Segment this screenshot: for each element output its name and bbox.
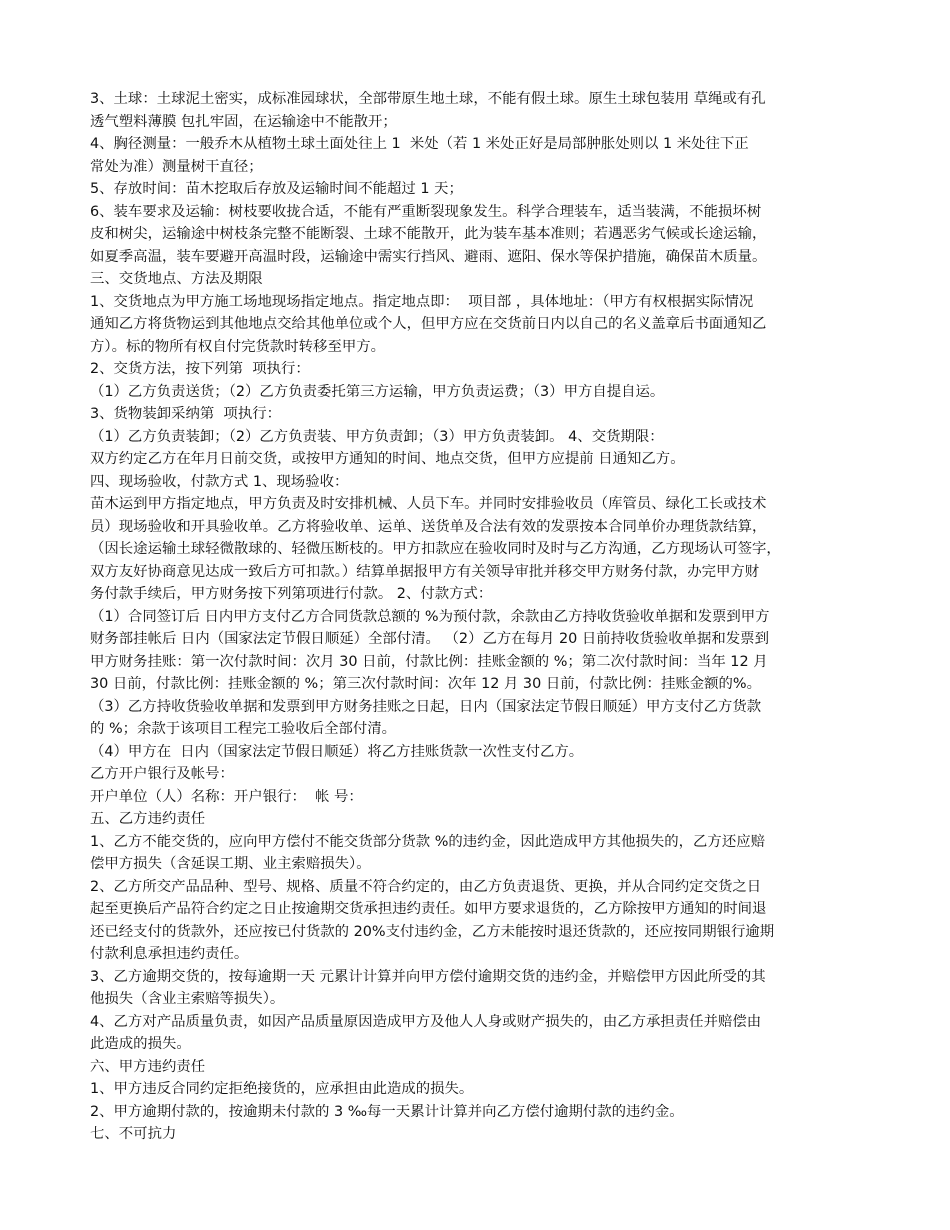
text-line: 起至更换后产品符合约定之日止按逾期交货承担违约责任。如甲方要求退货的，乙方除按甲方通知的时间退 (90, 901, 767, 917)
text-line: 4、乙方对产品质量负责，如因产品质量原因造成甲方及他人人身或财产损失的，由乙方承担责任并赔偿由 (90, 1013, 762, 1030)
text-line: 双方约定乙方在年月日前交货，或按甲方通知的时间、地点交货，但甲方应提前 日通知乙方。 (90, 451, 685, 467)
text-line: 开户单位（人）名称：开户银行： 帐 号： (90, 788, 363, 805)
text-line: 财务部挂帐后 日内（国家法定节假日顺延）全部付清。 （2）乙方在每月 20 日前持收货验收单据和发票到 (90, 631, 769, 647)
text-line: 3、土球：土球泥土密实，成标准园球状，全部带原生地土球，不能有假土球。原生土球包装用 草绳或有孔 (90, 91, 766, 107)
text-line: 的 %；余款于该项目工程完工验收后全部付清。 (90, 721, 397, 737)
text-line: 6、装车要求及运输：树枝要收拢合适，不能有严重断裂现象发生。科学合理装车，适当装满，不能损坏树 (90, 203, 762, 220)
section-heading: 七、不可抗力 (90, 1126, 177, 1142)
text-line: 双方友好协商意见达成一致后方可扣款。）结算单据报甲方有关领导审批并移交甲方财务付款，办完甲方财 (90, 563, 760, 580)
text-line: 还已经支付的货款外，还应按已付货款的 20%支付违约金，乙方未能按时退还货款的，还应按同期银行逾期 (90, 923, 775, 940)
section-heading: 四、现场验收，付款方式 1、现场验收： (90, 473, 349, 490)
document-page (90, 88, 870, 1146)
section-heading: 六、甲方违约责任 (90, 1058, 206, 1075)
text-line: 皮和树尖，运输途中树枝条完整不能断裂、土球不能散开，此为装车基本准则；若遇恶劣气候或长途运输， (90, 226, 767, 242)
text-line: 方）。标的物所有权自付完货款时转移至甲方。 (90, 338, 386, 355)
text-line: 通知乙方将货物运到其他地点交给其他单位或个人，但甲方应在交货前日内以自己的名义盖章后书面通知乙 (90, 316, 767, 332)
section-heading: 三、交货地点、方法及期限 (90, 271, 263, 287)
text-line: （因长途运输土球轻微散球的、轻微压断枝的。甲方扣款应在验收同时及时与乙方沟通，乙方现场认可签字， (90, 541, 781, 557)
text-line: 透气塑料薄膜 包扎牢固，在运输途中不能散开； (90, 113, 397, 130)
text-line: 乙方开户银行及帐号： (90, 766, 234, 782)
text-line: 员）现场验收和开具验收单。乙方将验收单、运单、送货单及合法有效的发票按本合同单价办理货款结算， (90, 518, 767, 535)
text-line: 务付款手续后，甲方财务按下列第项进行付款。 2、付款方式： (90, 586, 493, 602)
text-line: 2、交货方法，按下列第 项执行： (90, 361, 310, 377)
text-line: 如夏季高温，装车要避开高温时段，运输途中需实行挡风、避雨、遮阳、保水等保护措施，确保苗木质量。 (90, 248, 767, 265)
text-line: （1）乙方负责装卸；（2）乙方负责装、甲方负责卸；（3）甲方负责装卸。 4、交货期限： (90, 428, 664, 445)
text-line: 1、乙方不能交货的，应向甲方偿付不能交货部分货款 %的违约金，因此造成甲方其他损失的，乙方还应赔 (90, 833, 765, 850)
text-line: 偿甲方损失（含延误工期、业主索赔损失）。 (90, 856, 371, 872)
text-line: 1、交货地点为甲方施工场地现场指定地点。指定地点即： 项目部 ，具体地址：（甲方有权根据实际情况 (90, 293, 754, 310)
text-line: 2、甲方逾期付款的，按逾期未付款的 3 ‰每一天累计计算并向乙方偿付逾期付款的违约金。 (90, 1103, 684, 1120)
text-line: 5、存放时间：苗木挖取后存放及运输时间不能超过 1 天； (90, 181, 463, 197)
text-line: 1、甲方违反合同约定拒绝接货的，应承担由此造成的损失。 (90, 1081, 474, 1097)
text-line: 苗木运到甲方指定地点，甲方负责及时安排机械、人员下车。并同时安排验收员（库管员、绿化工长或技术 (90, 496, 767, 512)
text-line: 3、乙方逾期交货的，按每逾期一天 元累计计算并向甲方偿付逾期交货的违约金，并赔偿甲方因此所受的其 (90, 968, 766, 985)
text-line: 付款利息承担违约责任。 (90, 946, 249, 962)
text-line: 4、胸径测量：一般乔木从植物土球土面处往上 1 米处（若 1 米处正好是局部肿胀处则以 1 米处往下正 (90, 136, 749, 152)
text-line: 3、货物装卸采纳第 项执行： (90, 406, 281, 422)
text-line: （1）合同签订后 日内甲方支付乙方合同货款总额的 %为预付款，余款由乙方持收货验收单据和发票到甲方 (90, 608, 770, 625)
text-line: 30 日前，付款比例：挂账金额的 %；第三次付款时间：次年 12 月 30 日前，付款比例：挂账金额的%。 (90, 676, 761, 692)
section-heading: 五、乙方违约责任 (90, 811, 206, 827)
text-line: （4）甲方在 日内（国家法定节假日顺延）将乙方挂账货款一次性支付乙方。 (90, 743, 584, 760)
text-line: 此造成的损失。 (90, 1036, 191, 1052)
text-line: 他损失（含业主索赔等损失）。 (90, 991, 285, 1007)
text-line: （3）乙方持收货验收单据和发票到甲方财务挂账之日起，日内（国家法定节假日顺延）甲方支付乙方货款 (90, 698, 762, 715)
text-line: 甲方财务挂账：第一次付款时间：次月 30 日前，付款比例：挂账金额的 %；第二次付款时间：当年 12 月 (90, 653, 768, 670)
text-line: 常处为准）测量树干直径； (90, 158, 263, 175)
text-line: （1）乙方负责送货；（2）乙方负责委托第三方运输，甲方负责运费；（3）甲方自提自运。 (90, 383, 665, 400)
text-line: 2、乙方所交产品品种、型号、规格、质量不符合约定的，由乙方负责退货、更换，并从合同约定交货之日 (90, 878, 762, 895)
